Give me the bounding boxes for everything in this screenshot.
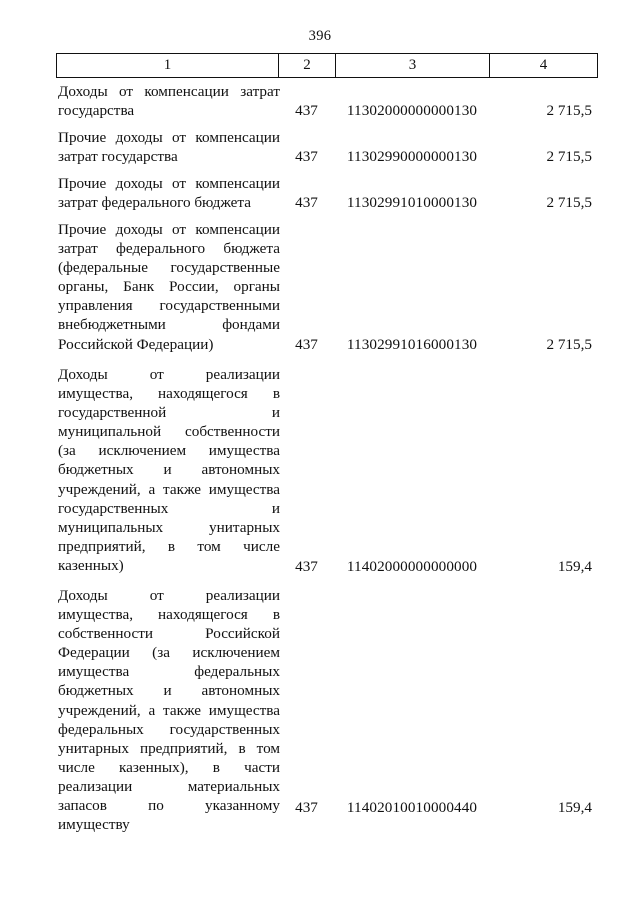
row-amount: 2 715,5	[546, 102, 592, 119]
table-row	[56, 365, 598, 577]
header-col-1: 1	[57, 54, 279, 77]
row-description: Прочие доходы от компенсации затрат федерального бюджета (федеральные государственные органы, Банк России, органы управления государственными внебюджетными фондами Российской Федерации)	[58, 221, 280, 353]
row-budget-code: 11302000000000130	[346, 102, 478, 119]
table-row	[56, 174, 598, 214]
row-amount: 2 715,5	[546, 336, 592, 353]
header-col-3: 3	[336, 54, 490, 77]
row-description: Доходы от реализации имущества, находящегося в собственности Российской Федерации (за исключением имущества федеральных бюджетных и автономных учреждений, а также имущества федеральных государственных унитарных предприятий, в том числе казенных), в части реализации материальных запасов по указанному имуществу	[58, 587, 280, 834]
row-description: Прочие доходы от компенсации затрат государства	[58, 129, 280, 166]
table-row	[56, 586, 598, 834]
row-budget-code: 11302991016000130	[346, 336, 478, 353]
row-description: Доходы от компенсации затрат государства	[58, 83, 280, 120]
header-col-2: 2	[279, 54, 336, 77]
header-col-4: 4	[539, 57, 548, 73]
row-amount: 2 715,5	[546, 148, 592, 165]
row-admin-code: 437	[295, 336, 318, 353]
table-row	[56, 128, 598, 168]
row-admin-code: 437	[295, 102, 318, 119]
row-budget-code: 11302991010000130	[346, 194, 478, 211]
row-description: Прочие доходы от компенсации затрат федерального бюджета	[58, 175, 280, 212]
row-admin-code: 437	[295, 799, 318, 816]
row-description: Доходы от реализации имущества, находящегося в государственной и муниципальной собственности (за исключением имущества бюджетных и автономных учреждений, а также имущества государственных и муниципальных унитарных предприятий, в том числе казенных)	[58, 366, 280, 574]
row-admin-code: 437	[295, 558, 318, 575]
table-header	[56, 53, 598, 78]
row-admin-code: 437	[295, 148, 318, 165]
row-amount: 159,4	[557, 799, 592, 816]
page-number: 396	[308, 28, 332, 44]
row-admin-code: 437	[295, 194, 318, 211]
row-budget-code: 11302990000000130	[346, 148, 478, 165]
row-amount: 2 715,5	[546, 194, 592, 211]
table-row	[56, 220, 598, 356]
row-budget-code: 11402010010000440	[346, 799, 478, 816]
row-amount: 159,4	[557, 558, 592, 575]
row-budget-code: 11402000000000000	[346, 558, 478, 575]
table-row	[56, 82, 598, 122]
